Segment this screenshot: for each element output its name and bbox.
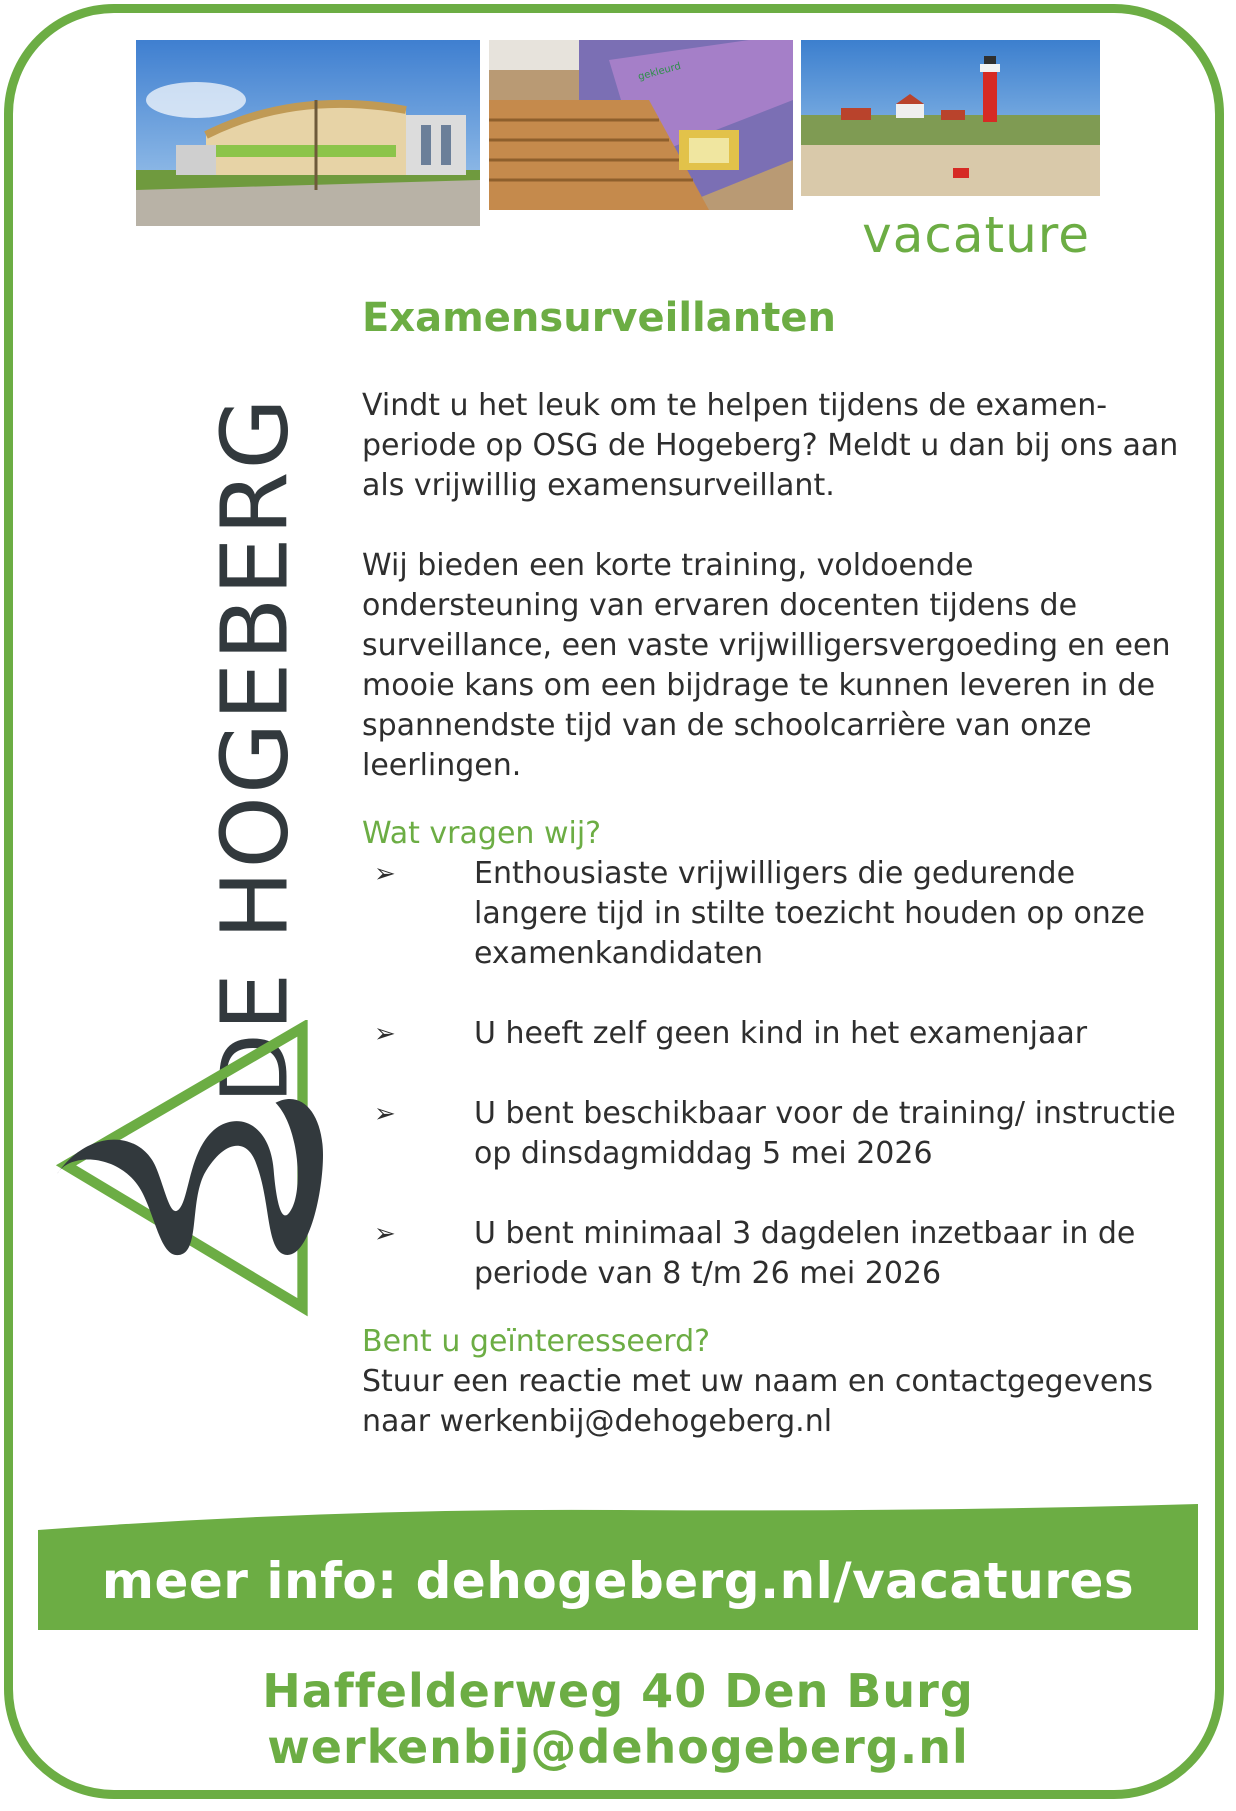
interest-text: Stuur een reactie met uw naam en contactgegevens naar werkenbij@dehogeberg.nl	[362, 1364, 1154, 1439]
list-item: ➢ U bent beschikbaar voor de training/ instructie op dinsdagmiddag 5 mei 2026	[374, 1096, 1176, 1171]
list-item: ➢ U bent minimaal 3 dagdelen inzetbaar in de periode van 8 t/m 26 mei 2026	[374, 1216, 1136, 1291]
list-item: ➢ U heeft zelf geen kind in het examenjaar	[362, 1014, 1182, 1054]
address-text: Haffelderweg 40 Den Burg	[262, 1664, 974, 1718]
offer-paragraph: Wij bieden een korte training, voldoende ondersteuning van ervaren docenten tijdens de surveillance, een vaste vrijwilligersvergoeding en een mooie kans om een bijdrage te kunnen leveren in de spannendste tijd van de schoolcarrière van onze leerlingen.	[362, 548, 1171, 783]
school-building-photo	[136, 40, 480, 226]
intro-paragraph: Vindt u het leuk om te helpen tijdens de examen-periode op OSG de Hogeberg? Meldt u dan bij ons aan als vrijwillig examensurveillant.	[362, 388, 1179, 503]
interest-heading: Bent u geïnteresseerd?	[362, 1324, 711, 1359]
contact-footer	[0, 1663, 1236, 1775]
lighthouse-dunes-photo	[801, 40, 1100, 196]
arrow-bullet-icon: ➢	[374, 1219, 396, 1249]
logo-wordmark: DE HOGEBERG	[201, 396, 309, 1104]
arrow-bullet-icon: ➢	[374, 1099, 396, 1129]
requirements-heading: Wat vragen wij?	[362, 816, 602, 851]
list-item: ➢ Enthousiaste vrijwilligers die gedurende langere tijd in stilte toezicht houden op onze examenkandidaten	[374, 856, 1146, 971]
school-interior-photo	[489, 40, 793, 210]
svg-text:gekleurd: gekleurd	[636, 60, 683, 83]
arrow-bullet-icon: ➢	[374, 1019, 396, 1049]
logo-triangle-w-icon	[30, 1020, 350, 1350]
vacancy-tag: vacature	[862, 206, 1090, 264]
more-info-link[interactable]: meer info: dehogeberg.nl/vacatures	[101, 1552, 1135, 1610]
arrow-bullet-icon: ➢	[374, 859, 396, 889]
more-info-banner	[38, 1500, 1198, 1630]
requirements-list	[362, 854, 1182, 1294]
vacancy-title: Examensurveillanten	[362, 295, 836, 341]
vacancy-content	[362, 290, 1182, 1442]
email-link[interactable]: werkenbij@dehogeberg.nl	[267, 1720, 969, 1774]
